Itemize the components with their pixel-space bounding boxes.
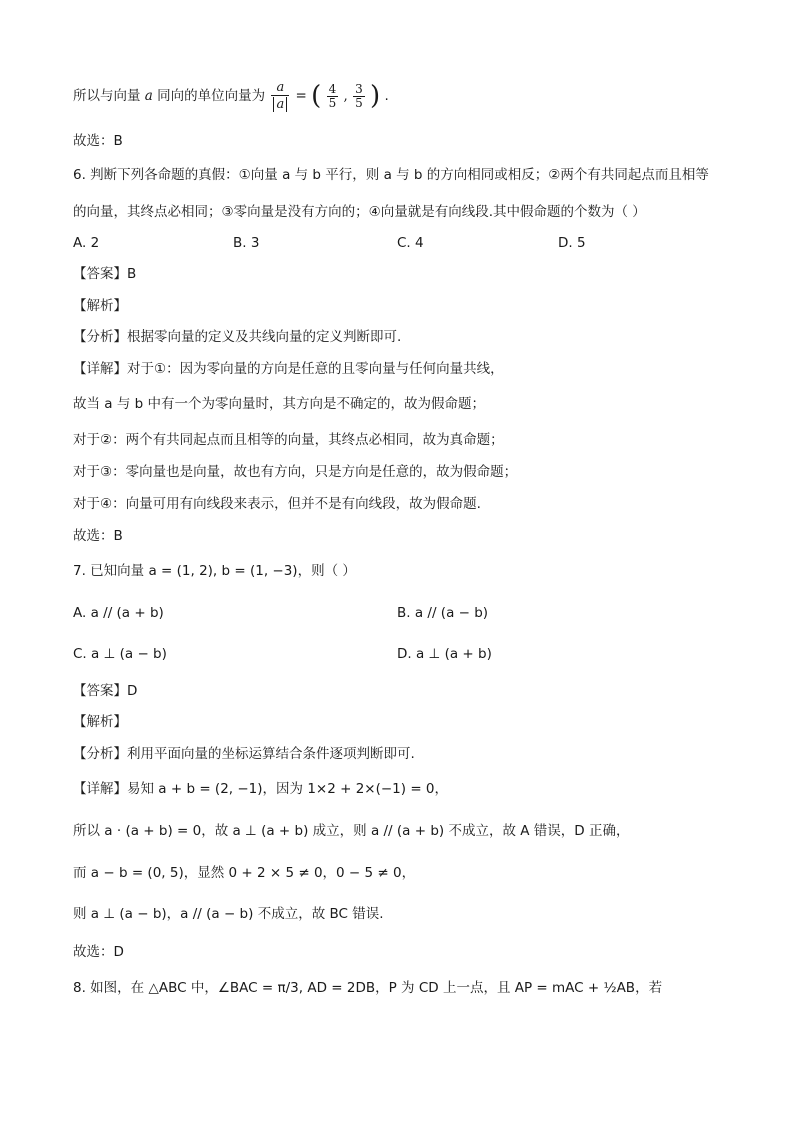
q6-option-a: A. 2: [73, 235, 100, 251]
fraction-denominator: 5: [355, 95, 363, 110]
q7-option-c: C. a ⊥ (a − b): [73, 646, 167, 662]
q7-option-b: B. a // (a − b): [397, 605, 489, 621]
q7-option-d: D. a ⊥ (a + b): [397, 646, 492, 662]
q6-detail-5: 对于④：向量可用有向线段来表示，但并不是有向线段，故为假命题.: [73, 496, 481, 512]
fraction-numerator: 4: [328, 81, 337, 96]
q7-analysis-heading: 【解析】: [73, 714, 127, 730]
question-8-stem: 8. 如图，在 △ABC 中，∠BAC = π/3, AD = 2DB，P 为 CD 上一点，且 AP = mAC + ½AB，若: [73, 980, 663, 996]
fraction-denominator: 5: [328, 95, 337, 110]
q7-option-a: A. a // (a + b): [73, 605, 164, 621]
q7-detail-1: 【详解】易知 a + b = (2, −1)，因为 1×2 + 2×(−1) = 0，: [73, 781, 449, 797]
q7-detail-4: 则 a ⊥ (a − b)，a // (a − b) 不成立，故 BC 错误.: [73, 906, 384, 922]
q6-analysis-heading: 【解析】: [73, 298, 127, 314]
equals-sign: =: [295, 88, 312, 104]
fraction-three-fifths: [353, 83, 365, 110]
q7-final-choice: 故选：D: [73, 944, 124, 960]
q6-final-choice: 故选：B: [73, 528, 123, 544]
fraction-denominator: a: [273, 97, 287, 112]
q6-detail-4: 对于③：零向量也是向量，故也有方向，只是方向是任意的，故为假命题；: [73, 464, 518, 480]
q6-detail-3: 对于②：两个有共同起点而且相等的向量，其终点必相同，故为真命题；: [73, 432, 504, 448]
period: .: [384, 88, 389, 104]
q6-option-c: C. 4: [397, 235, 424, 251]
q7-detail-2: 所以 a · (a + b) = 0，故 a ⊥ (a + b) 成立，则 a // (a + b) 不成立，故 A 错误，D 正确，: [73, 823, 630, 839]
question-6-line-1: 6. 判断下列各命题的真假：①向量 a 与 b 平行，则 a 与 b 的方向相同或相反；②两个有共同起点而且相等: [73, 167, 709, 183]
q6-detail-2: 故当 a 与 b 中有一个为零向量时，其方向是不确定的，故为假命题；: [73, 396, 486, 412]
unit-vector-line: [73, 80, 754, 112]
q6-analysis-summary: 【分析】根据零向量的定义及共线向量的定义判断即可.: [73, 329, 402, 345]
text-segment: 所以与向量: [73, 88, 141, 104]
q7-analysis-summary: 【分析】利用平面向量的坐标运算结合条件逐项判断即可.: [73, 746, 415, 762]
q6-option-b: B. 3: [233, 235, 260, 251]
unit-vector-fraction: [271, 80, 289, 112]
fraction-numerator: a: [271, 80, 289, 96]
q6-detail-1: 【详解】对于①：因为零向量的方向是任意的且零向量与任何向量共线，: [73, 361, 504, 377]
q7-detail-3: 而 a − b = (0, 5)，显然 0 + 2 × 5 ≠ 0，0 − 5 ≠ 0，: [73, 865, 416, 881]
q7-answer: 【答案】D: [73, 683, 138, 699]
comma: ,: [343, 88, 348, 104]
left-paren: (: [311, 81, 322, 111]
answer-choice-line: 故选：B: [73, 133, 123, 149]
fraction-numerator: 3: [355, 81, 363, 96]
fraction-four-fifths: [327, 83, 339, 110]
text-segment: 同向的单位向量为: [157, 88, 266, 104]
right-paren: ): [370, 81, 381, 111]
question-7-stem: 7. 已知向量 a = (1, 2), b = (1, −3)，则（ ）: [73, 563, 356, 579]
question-6-line-2: 的向量，其终点必相同；③零向量是没有方向的；④向量就是有向线段.其中假命题的个数为（ ）: [73, 204, 646, 220]
q6-option-d: D. 5: [558, 235, 586, 251]
vector-a: a: [144, 88, 153, 104]
q6-answer: 【答案】B: [73, 266, 137, 282]
